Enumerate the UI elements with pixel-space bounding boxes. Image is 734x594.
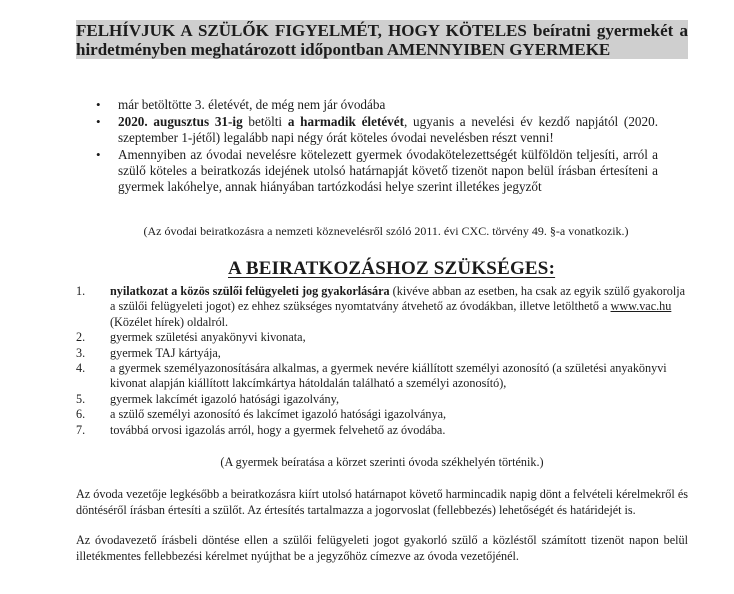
list-item [76, 346, 688, 361]
requirements-list [76, 284, 688, 438]
list-item [76, 392, 688, 407]
condition-text: , ugyanis a nevelési év kezdő napjától (2020. szeptember 1-jétől) legalább napi négy órát köteles óvodai nevelésben részt venni! [118, 114, 658, 145]
list-item [76, 361, 688, 392]
item-number: 2. [76, 330, 86, 345]
list-item [76, 284, 688, 330]
notice-heading: FELHÍVJUK A SZÜLŐK FIGYELMÉT, HOGY KÖTELES beíratni gyermekét a hirdetményben meghatározott időpontban AMENNYIBEN GYERMEKE [76, 21, 688, 59]
item-number: 7. [76, 422, 86, 437]
deadline-date: 2020. augusztus 31-ig [118, 114, 243, 129]
requirement-text: (kivéve abban az esetben, ha csak az egyik szülő gyakorolja a szülői felügyeleti jogot) ez ehhez szükséges nyomtatvány átvehető az óvodákban, illetve letölthető a [110, 284, 686, 314]
age-requirement: a harmadik életévét [287, 114, 405, 129]
list-item [96, 114, 658, 146]
item-number: 1. [76, 284, 86, 298]
section-title: A BEIRATKOZÁSHOZ SZÜKSÉGES: [228, 258, 556, 279]
law-reference-note: (Az óvodai beiratkozásra a nemzeti köznevelésről szóló 2011. évi CXC. törvény 49. §-a vonatkozik.) [143, 224, 629, 238]
requirement-bold-text: nyilatkozat a közös szülői felügyeleti jog gyakorlására [110, 284, 390, 298]
condition-list [96, 97, 658, 195]
list-item [76, 423, 688, 438]
appeal-paragraph: Az óvodavezető írásbeli döntése ellen a szülői felügyeleti jogot gyakorló szülő a közléstől számított tizenöt napon belül illetékmentes fellebbezési kérelmet nyújthat be a jegyzőhöz címezve az óvoda vezetőjénél. [76, 533, 688, 563]
requirement-text: gyermek lakcímét igazoló hatósági igazolvány, [110, 391, 339, 406]
decision-paragraph: Az óvoda vezetője legkésőbb a beiratkozásra kiírt utolsó határnapot követő harmincadik napig dönt a felvételi kérelmekről és döntéséről írásban értesíti a szülőt. Az értesítés tartalmazza a jogorvoslat (fellebbezés) lehetőségét és határidejét is. [76, 487, 688, 517]
condition-text: betölti [242, 114, 288, 129]
condition-text: már betöltötte 3. életévét, de még nem jár óvodába [118, 97, 386, 112]
item-number: 5. [76, 391, 86, 406]
requirement-text: gyermek TAJ kártyája, [110, 345, 221, 360]
requirement-text: gyermek születési anyakönyvi kivonata, [110, 330, 306, 345]
item-number: 4. [76, 361, 86, 376]
list-item [96, 97, 658, 113]
requirement-text: a szülő személyi azonosító és lakcímet igazoló hatósági igazolványa, [110, 407, 447, 422]
item-number: 3. [76, 345, 86, 360]
enrollment-location-note: (A gyermek beíratása a körzet szerinti óvoda székhelyén történik.) [220, 455, 544, 469]
bullet-icon: • [96, 97, 101, 112]
requirement-text: továbbá orvosi igazolás arról, hogy a gyermek felvehető az óvodába. [110, 422, 446, 437]
bullet-icon: • [96, 147, 101, 162]
requirement-text: a gyermek személyazonosítására alkalmas, a gyermek nevére kiállított személyi azonosító (a születési anyakönyvi kivonat alapján kiállított lakcímkártya hátoldalán található a személyi azonosító), [110, 361, 667, 391]
list-item [76, 407, 688, 422]
list-item [96, 147, 658, 195]
vac-hu-link[interactable]: www.vac.hu [610, 299, 672, 314]
bullet-icon: • [96, 114, 101, 129]
condition-text: Amennyiben az óvodai nevelésre kötelezett gyermek óvodakötelezettségét külföldön teljesíti, arról a szülő köteles a beiratkozás idejének utolsó határnapját követő tizenöt napon belül írásban értesíteni a gyermek lakóhelye, annak hiányában tartózkodási helye szerint illetékes jegyzőt [118, 147, 658, 194]
requirement-text: (Közélet hírek) oldalról. [110, 314, 229, 329]
list-item [76, 330, 688, 345]
item-number: 6. [76, 407, 86, 422]
